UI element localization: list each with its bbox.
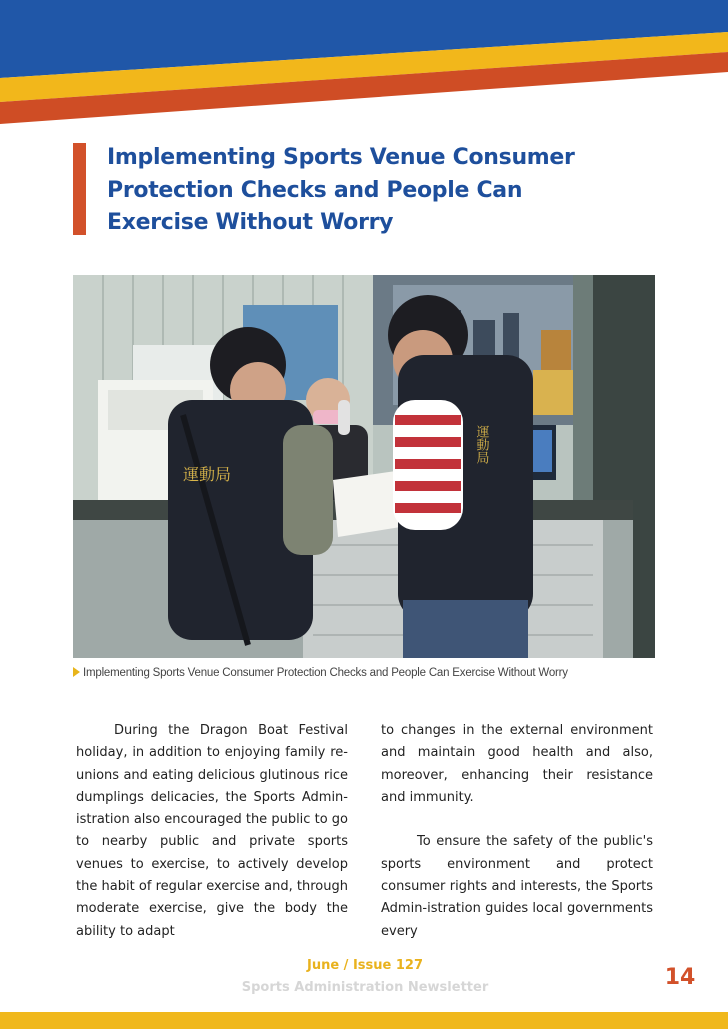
photo-caption bbox=[73, 667, 673, 679]
article-photo bbox=[73, 275, 655, 658]
footer-band bbox=[0, 1012, 728, 1029]
title-line-2: Protection Checks and People Can bbox=[107, 177, 523, 203]
footer-newsletter-name: Sports Administration Newsletter bbox=[241, 980, 489, 995]
caption-marker-icon bbox=[73, 667, 80, 677]
header-decoration-band bbox=[0, 0, 728, 130]
footer-issue: June / Issue 127 bbox=[306, 958, 423, 973]
article-column-left bbox=[76, 720, 348, 943]
paragraph-1: During the Dragon Boat Festival holiday, in addition to enjoying family re-unions and eating delicious glutinous rice dumplings delicacies, the Sports Admin-istration also encouraged the public to go to nearby public and private sports venues to exercise, to actively develop the habit of regular exercise and, through moderate exercise, give the body the ability to adapt bbox=[76, 723, 348, 939]
photo-caption-text: Implementing Sports Venue Consumer Protection Checks and People Can Exercise Without Worry bbox=[83, 667, 568, 679]
article-title bbox=[107, 142, 587, 240]
title-accent-bar bbox=[73, 143, 86, 235]
page-number: 14 bbox=[664, 965, 696, 990]
paragraph-1-continued: to changes in the external environment and maintain good health and also, moreover, enhancing their resistance and immunity. bbox=[381, 723, 653, 805]
paragraph-2: To ensure the safety of the public's sports environment and protect consumer rights and interests, the Sports Admin-istration guides local governments every bbox=[381, 834, 653, 939]
svg-text:運動局: 運動局 bbox=[473, 425, 489, 464]
article-column-right bbox=[381, 720, 653, 943]
title-line-3: Exercise Without Worry bbox=[107, 210, 394, 235]
title-line-1: Implementing Sports Venue Consumer bbox=[107, 145, 575, 170]
left-vest-text: 運動局 bbox=[183, 465, 232, 484]
